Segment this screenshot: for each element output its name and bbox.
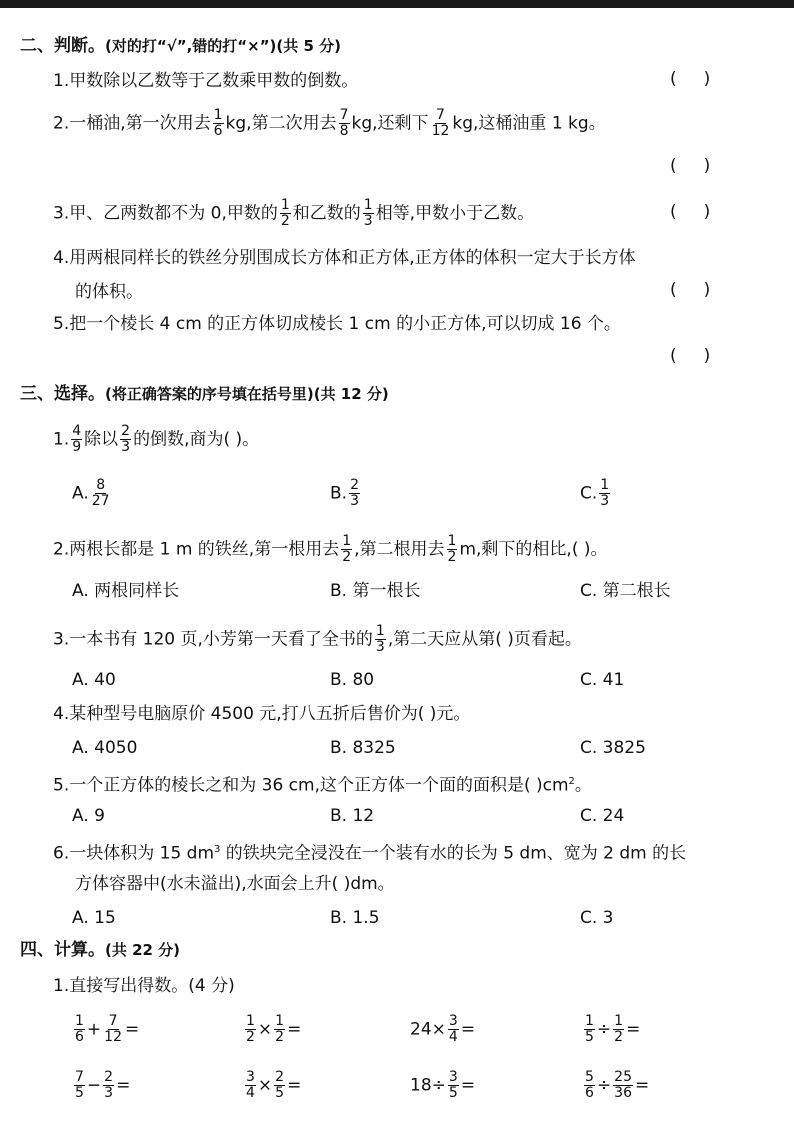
- fraction: [341, 534, 352, 565]
- judge-q5: 5.把一个棱长 4 cm 的正方体切成棱长 1 cm 的小正方体,可以切成 16 个。: [53, 314, 621, 334]
- calc-item-5[interactable]: [72, 1070, 130, 1101]
- fraction: [71, 424, 82, 455]
- operand: 18: [410, 1075, 432, 1096]
- option-c[interactable]: C. 第二根长: [580, 581, 671, 601]
- judge-q1: [53, 69, 358, 93]
- judge-q3: [53, 198, 534, 229]
- text: 3.一本书有 120 页,小芳第一天看了全书的: [53, 629, 373, 650]
- option-c[interactable]: C. 3: [580, 908, 614, 928]
- fraction: [599, 478, 610, 509]
- option-a[interactable]: A. 9: [72, 806, 105, 826]
- denominator: 3: [363, 213, 373, 229]
- denominator: 5: [585, 1029, 594, 1045]
- option-label: B.: [330, 483, 348, 504]
- answer-paren-q4[interactable]: ( ): [670, 280, 711, 300]
- text: 的倒数,商为( )。: [133, 429, 260, 450]
- option-label: A.: [72, 483, 89, 504]
- denominator: 2: [447, 549, 457, 565]
- numerator: 2: [121, 423, 131, 439]
- choice-q3: [53, 624, 582, 655]
- superscript: 3: [214, 844, 221, 855]
- fraction: [274, 1070, 285, 1101]
- judge-q4-line1: 4.用两根同样长的铁丝分别围成长方体和正方体,正方体的体积一定大于长方体: [53, 248, 636, 268]
- answer-paren-q2[interactable]: ( ): [670, 156, 711, 176]
- top-border: [0, 0, 794, 8]
- numerator: 7: [339, 107, 349, 123]
- equals: =: [635, 1075, 650, 1096]
- text: ,第二根用去: [354, 539, 445, 560]
- calc-item-2[interactable]: [243, 1014, 301, 1045]
- calc-item-7[interactable]: [410, 1070, 475, 1101]
- denominator: 27: [91, 493, 110, 509]
- choice-q1: [53, 424, 259, 455]
- numerator: 1: [246, 1013, 255, 1029]
- equals: =: [460, 1075, 476, 1096]
- numerator: 7: [436, 107, 445, 123]
- numerator: 1: [585, 1013, 594, 1029]
- numerator: 1: [280, 197, 290, 213]
- superscript: 2: [568, 776, 575, 787]
- calc-item-6[interactable]: [243, 1070, 301, 1101]
- denominator: 6: [75, 1029, 84, 1045]
- fraction: [584, 1014, 595, 1045]
- equals: =: [116, 1075, 131, 1096]
- operator: ×: [431, 1019, 446, 1040]
- denominator: 4: [246, 1085, 255, 1101]
- operator: ÷: [596, 1019, 612, 1040]
- denominator: 3: [104, 1085, 114, 1101]
- text: 6.一块体积为 15 dm: [53, 843, 215, 864]
- operator: ×: [257, 1075, 273, 1096]
- numerator: 1: [363, 197, 373, 213]
- denominator: 36: [614, 1085, 632, 1101]
- fraction: [120, 424, 131, 455]
- fraction: [448, 1014, 459, 1045]
- numerator: 3: [448, 1013, 458, 1029]
- calc-item-1[interactable]: [72, 1014, 139, 1045]
- calc-item-3[interactable]: [410, 1014, 475, 1045]
- equals: =: [460, 1019, 476, 1040]
- option-label: C.: [580, 483, 598, 504]
- section-note: (共 22 分): [105, 941, 181, 959]
- answer-paren-q5[interactable]: ( ): [670, 346, 711, 366]
- section-4-heading: [20, 938, 180, 962]
- denominator: 5: [448, 1085, 458, 1101]
- fraction: [245, 1014, 256, 1045]
- fraction: [274, 1014, 285, 1045]
- denominator: 6: [585, 1085, 594, 1101]
- answer-paren-q3[interactable]: ( ): [670, 202, 711, 222]
- option-b[interactable]: B. 1.5: [330, 908, 380, 928]
- section-note: (对的打“√”,错的打“×”)(共 5 分): [105, 37, 342, 55]
- choice-q5: [53, 770, 592, 798]
- equals: =: [287, 1075, 302, 1096]
- denominator: 2: [280, 213, 290, 229]
- fraction: [103, 1070, 114, 1101]
- choice-q2: [53, 534, 608, 565]
- section-note: (将正确答案的序号填在括号里)(共 12 分): [105, 385, 389, 403]
- numerator: 4: [72, 423, 82, 439]
- equals: =: [125, 1019, 140, 1040]
- option-c[interactable]: [580, 478, 612, 509]
- operator: ÷: [596, 1075, 612, 1096]
- choice-q4: 4.某种型号电脑原价 4500 元,打八五折后售价为( )元。: [53, 704, 471, 724]
- text: 1.: [53, 429, 70, 450]
- denominator: 9: [72, 439, 82, 455]
- calc-item-4[interactable]: [582, 1014, 640, 1045]
- option-b[interactable]: B. 12: [330, 806, 375, 826]
- fraction: [213, 108, 224, 139]
- operator: −: [86, 1075, 102, 1096]
- denominator: 8: [339, 123, 349, 139]
- section-title: 二、判断。: [20, 36, 105, 56]
- option-c[interactable]: C. 41: [580, 670, 625, 690]
- text: ,第二天应从第( )页看起。: [387, 629, 582, 650]
- denominator: 3: [350, 493, 359, 509]
- operator: +: [86, 1019, 102, 1040]
- option-a[interactable]: [72, 478, 113, 509]
- numerator: 3: [448, 1069, 458, 1085]
- numerator: 5: [585, 1069, 594, 1085]
- text: m,剩下的相比,( )。: [459, 539, 608, 560]
- numerator: 1: [342, 533, 352, 549]
- operator: ×: [257, 1019, 273, 1040]
- section-title: 四、计算。: [20, 940, 105, 960]
- fraction: [448, 1070, 459, 1101]
- equals: =: [626, 1019, 641, 1040]
- choice-q6-line1: [53, 838, 686, 866]
- numerator: 1: [275, 1013, 285, 1029]
- text: kg,这桶油重 1 kg。: [452, 113, 606, 134]
- denominator: 2: [246, 1029, 255, 1045]
- fraction: [103, 1014, 123, 1045]
- numerator: 2: [104, 1069, 114, 1085]
- fraction: [431, 108, 451, 139]
- fraction: [245, 1070, 256, 1101]
- question-text: 1.甲数除以乙数等于乙数乘甲数的倒数。: [53, 71, 359, 91]
- option-c[interactable]: C. 3825: [580, 738, 646, 758]
- numerator: 25: [614, 1069, 632, 1085]
- numerator: 2: [350, 477, 359, 493]
- option-b[interactable]: B. 8325: [330, 738, 396, 758]
- option-b[interactable]: [330, 478, 362, 509]
- numerator: 7: [108, 1013, 118, 1029]
- option-c[interactable]: C. 24: [580, 806, 625, 826]
- fraction: [91, 478, 111, 509]
- denominator: 3: [600, 493, 610, 509]
- section-2-heading: [20, 34, 341, 58]
- denominator: 5: [275, 1085, 285, 1101]
- denominator: 12: [104, 1029, 122, 1045]
- calc-sub1-heading: 1.直接写出得数。(4 分): [53, 976, 235, 996]
- denominator: 5: [75, 1085, 84, 1101]
- denominator: 12: [431, 123, 450, 139]
- text: 和乙数的: [292, 203, 361, 224]
- text: 3.甲、乙两数都不为 0,甲数的: [53, 203, 278, 224]
- denominator: 6: [213, 123, 223, 139]
- text: kg,还剩下: [351, 113, 429, 134]
- denominator: 3: [121, 439, 131, 455]
- text: 相等,甲数小于乙数。: [375, 203, 535, 224]
- numerator: 1: [447, 533, 457, 549]
- section-3-heading: [20, 382, 389, 406]
- text: 5.一个正方体的棱长之和为 36 cm,这个正方体一个面的面积是( )cm: [53, 775, 569, 796]
- section-title: 三、选择。: [20, 384, 105, 404]
- fraction: [613, 1014, 624, 1045]
- fraction: [349, 478, 360, 509]
- choice-q6-line2: 方体容器中(水未溢出),水面会上升( )dm。: [75, 874, 395, 894]
- denominator: 4: [448, 1029, 458, 1045]
- numerator: 7: [75, 1069, 84, 1085]
- numerator: 3: [246, 1069, 255, 1085]
- option-a[interactable]: A. 4050: [72, 738, 138, 758]
- option-a[interactable]: A. 40: [72, 670, 116, 690]
- fraction: [339, 108, 350, 139]
- fraction: [363, 198, 374, 229]
- numerator: 1: [75, 1013, 84, 1029]
- text: 的铁块完全浸没在一个装有水的长为 5 dm、宽为 2 dm 的长: [220, 843, 687, 864]
- option-b[interactable]: B. 第一根长: [330, 581, 421, 601]
- option-b[interactable]: B. 80: [330, 670, 375, 690]
- text: kg,第二次用去: [225, 113, 337, 134]
- denominator: 3: [375, 639, 385, 655]
- calc-item-8[interactable]: [582, 1070, 649, 1101]
- numerator: 1: [375, 623, 385, 639]
- denominator: 2: [275, 1029, 285, 1045]
- numerator: 1: [213, 107, 223, 123]
- fraction: [584, 1070, 595, 1101]
- judge-q2: [53, 108, 606, 139]
- numerator: 1: [614, 1013, 624, 1029]
- option-a[interactable]: A. 两根同样长: [72, 581, 180, 601]
- fraction: [375, 624, 386, 655]
- fraction: [74, 1014, 85, 1045]
- operator: ÷: [431, 1075, 446, 1096]
- fraction: [74, 1070, 85, 1101]
- fraction: [280, 198, 291, 229]
- text: 。: [574, 775, 592, 796]
- answer-paren-q1[interactable]: ( ): [670, 69, 711, 89]
- text: 除以: [84, 429, 119, 450]
- numerator: 1: [600, 477, 610, 493]
- option-a[interactable]: A. 15: [72, 908, 116, 928]
- denominator: 2: [614, 1029, 624, 1045]
- fraction: [613, 1070, 633, 1101]
- numerator: 2: [275, 1069, 285, 1085]
- text: 2.两根长都是 1 m 的铁丝,第一根用去: [53, 539, 340, 560]
- judge-q4-line2: 的体积。: [75, 282, 143, 302]
- text: 2.一桶油,第一次用去: [53, 113, 211, 134]
- denominator: 2: [342, 549, 352, 565]
- equals: =: [287, 1019, 302, 1040]
- operand: 24: [410, 1019, 432, 1040]
- fraction: [447, 534, 458, 565]
- numerator: 8: [96, 477, 106, 493]
